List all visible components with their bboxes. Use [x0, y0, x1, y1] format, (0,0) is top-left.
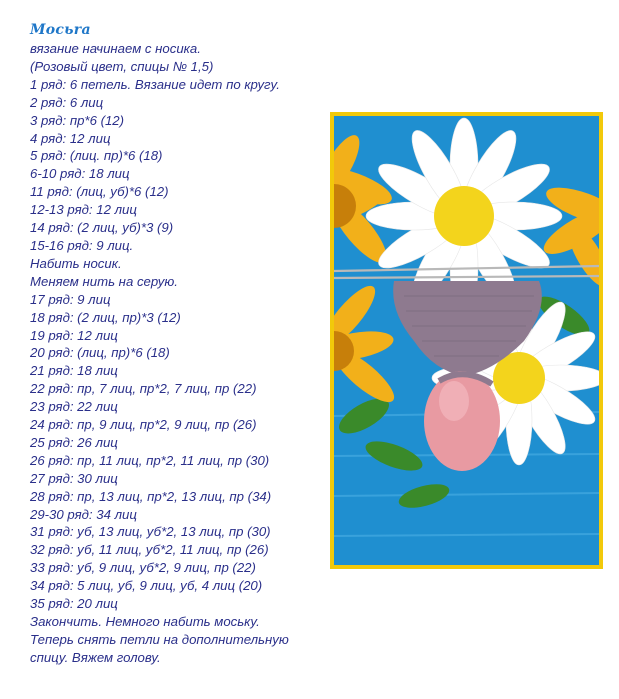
instruction-line: 4 ряд: 12 лиц: [30, 130, 111, 146]
instruction-line: 3 ряд: пр*6 (12): [30, 112, 125, 128]
instruction-line: 19 ряд: 12 лиц: [30, 327, 118, 343]
instruction-line: 22 ряд: пр, 7 лиц, пр*2, 7 лиц, пр (22): [30, 381, 257, 397]
instruction-line: спицу. Вяжем голову.: [30, 649, 161, 665]
instruction-line: 31 ряд: уб, 13 лиц, уб*2, 13 лиц, пр (30): [30, 524, 271, 540]
instruction-line: 5 ряд: (лиц. пр)*6 (18): [30, 148, 163, 164]
instruction-line: Теперь снять петли на дополнительную: [30, 631, 289, 647]
instruction-line: Закончить. Немного набить моську.: [30, 614, 260, 629]
instruction-line: Набить носик.: [30, 255, 122, 271]
instruction-line: 26 ряд: пр, 11 лиц, пр*2, 11 лиц, пр (30): [30, 452, 270, 468]
instruction-line: 6-10 ряд: 18 лиц: [30, 166, 130, 182]
instruction-line: 29-30 ряд: 34 лиц: [30, 506, 137, 522]
instruction-line: 20 ряд: (лиц, пр)*6 (18): [30, 345, 170, 361]
instruction-line: 25 ряд: 26 лиц: [30, 434, 118, 450]
knitting-photo: [330, 112, 603, 569]
instruction-line: 15-16 ряд: 9 лиц.: [30, 237, 134, 253]
instruction-line: 14 ряд: (2 лиц, уб)*3 (9): [30, 220, 174, 236]
instruction-line: вязание начинаем с носика.: [30, 41, 201, 56]
instruction-line: 11 ряд: (лиц, уб)*6 (12): [30, 184, 169, 200]
instruction-line: 12-13 ряд: 12 лиц: [30, 202, 137, 218]
instruction-line: 28 ряд: пр, 13 лиц, пр*2, 13 лиц, пр (34): [30, 488, 272, 504]
knitting-photo-illustration: [334, 116, 599, 565]
instruction-line: 21 ряд: 18 лиц: [30, 363, 118, 379]
instruction-line: 1 ряд: 6 петель. Вязание идет по кругу.: [30, 76, 280, 92]
instruction-line: 24 ряд: пр, 9 лиц, пр*2, 9 лиц, пр (26): [30, 417, 257, 433]
instruction-line: 33 ряд: уб, 9 лиц, уб*2, 9 лиц, пр (22): [30, 560, 256, 576]
instruction-line: 17 ряд: 9 лиц: [30, 291, 111, 307]
instruction-line: 32 ряд: уб, 11 лиц, уб*2, 11 лиц, пр (26): [30, 542, 269, 558]
section-heading: Мосьrа: [30, 22, 91, 38]
instruction-line: 27 ряд: 30 лиц: [30, 470, 118, 486]
instruction-line: 23 ряд: 22 лиц: [30, 399, 118, 415]
instruction-line: (Розовый цвет, спицы № 1,5): [30, 58, 214, 74]
pattern-instructions: [30, 40, 289, 667]
instruction-line: 35 ряд: 20 лиц: [30, 596, 118, 612]
instruction-line: 2 ряд: 6 лиц: [30, 94, 104, 110]
instruction-line: 18 ряд: (2 лиц, пр)*3 (12): [30, 309, 181, 325]
instruction-line: 34 ряд: 5 лиц, уб, 9 лиц, уб, 4 лиц (20): [30, 578, 263, 594]
instruction-line: Меняем нить на серую.: [30, 273, 178, 289]
